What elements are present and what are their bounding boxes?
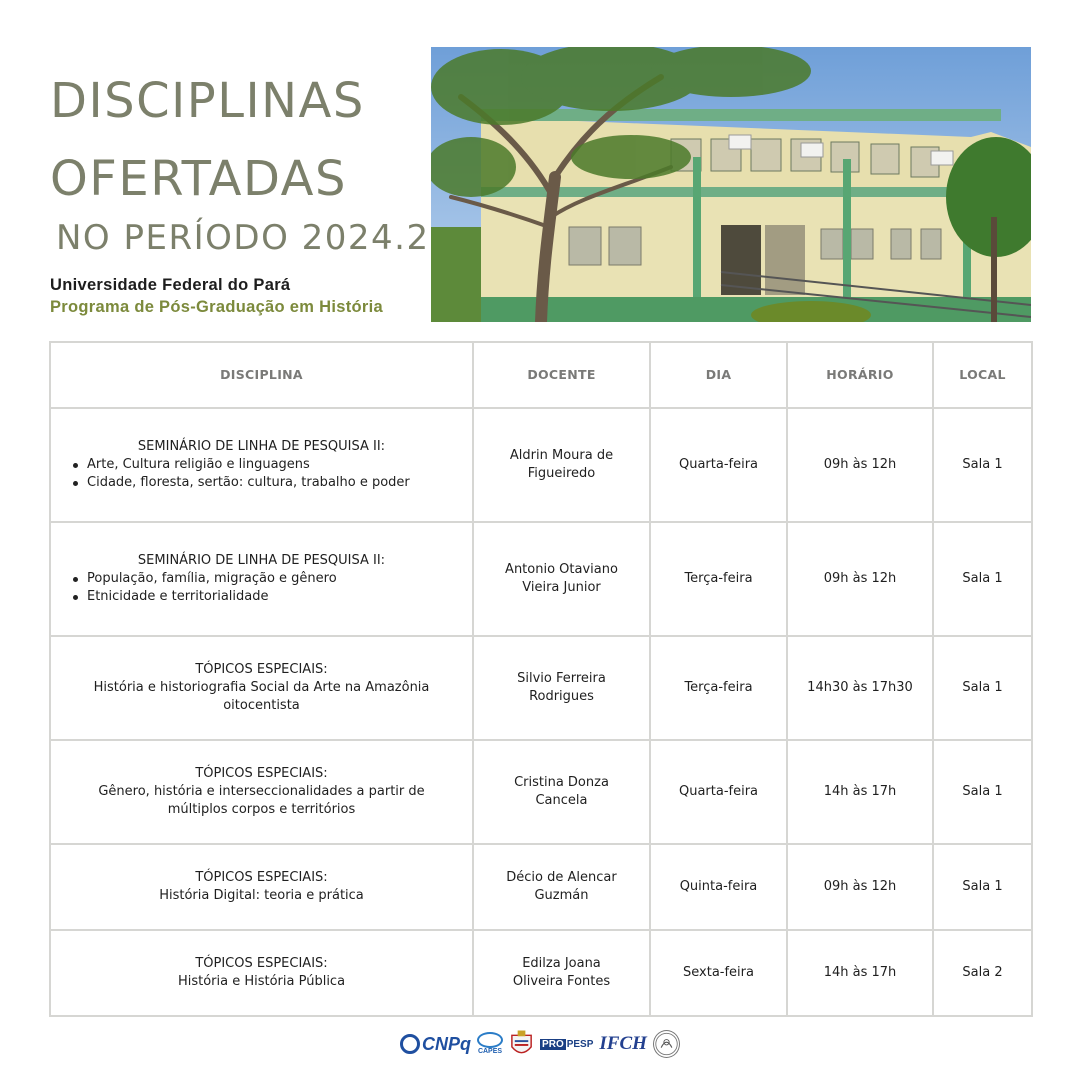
disciplina-line: História Digital: teoria e prática [159, 888, 364, 903]
dia-cell: Terça-feira [650, 636, 787, 740]
header-local: LOCAL [933, 342, 1032, 408]
schedule-table [49, 341, 1033, 1017]
disciplina-line: Gênero, história e interseccionalidades a partir de [98, 784, 425, 799]
header-disciplina: DISCIPLINA [50, 342, 473, 408]
local-cell: Sala 1 [933, 522, 1032, 636]
program-seal-icon [653, 1030, 680, 1058]
dia-cell: Quarta-feira [650, 740, 787, 844]
disciplina-cell [50, 930, 473, 1016]
disciplina-title: TÓPICOS ESPECIAIS: [195, 956, 328, 971]
disciplina-cell [50, 636, 473, 740]
building-photo [431, 47, 1031, 322]
disciplina-cell [50, 740, 473, 844]
university-name: Universidade Federal do Pará [50, 276, 291, 294]
capes-logo [477, 1032, 503, 1056]
horario-cell: 14h às 17h [787, 740, 933, 844]
list-item: Etnicidade e territorialidade [71, 588, 464, 606]
disciplina-line: História e historiografia Social da Arte na Amazônia [93, 680, 430, 695]
table-row [50, 844, 1032, 930]
disciplina-line: múltiplos corpos e territórios [167, 802, 356, 817]
pro-text: PRO [542, 1038, 564, 1050]
title-line-2: OFERTADAS [50, 151, 347, 207]
dia-cell: Sexta-feira [650, 930, 787, 1016]
disciplina-title: TÓPICOS ESPECIAIS: [195, 766, 328, 781]
disciplina-title: SEMINÁRIO DE LINHA DE PESQUISA II: [137, 439, 386, 454]
cnpq-text: CNPq [422, 1033, 471, 1054]
docente-line: Décio de Alencar [506, 870, 617, 885]
table-row [50, 930, 1032, 1016]
docente-line: Rodrigues [529, 689, 594, 704]
docente-cell [473, 408, 650, 522]
docente-cell [473, 740, 650, 844]
topic-list [59, 456, 464, 492]
docente-line: Vieira Junior [522, 580, 601, 595]
table-row [50, 408, 1032, 522]
list-item: Cidade, floresta, sertão: cultura, trabalho e poder [71, 474, 464, 492]
docente-cell [473, 930, 650, 1016]
docente-line: Cristina Donza [514, 775, 609, 790]
header-docente: DOCENTE [473, 342, 650, 408]
pesp-text: PESP [566, 1038, 594, 1050]
cnpq-logo [400, 1034, 471, 1055]
local-cell: Sala 1 [933, 844, 1032, 930]
sponsor-logos [400, 1024, 680, 1064]
table-row [50, 740, 1032, 844]
horario-cell: 14h às 17h [787, 930, 933, 1016]
disciplina-title: SEMINÁRIO DE LINHA DE PESQUISA II: [137, 553, 386, 568]
docente-cell [473, 844, 650, 930]
page-title [50, 62, 430, 262]
disciplina-cell [50, 408, 473, 522]
list-item: População, família, migração e gênero [71, 570, 464, 588]
dia-cell: Terça-feira [650, 522, 787, 636]
cnpq-mark-icon [400, 1034, 420, 1054]
disciplina-title: TÓPICOS ESPECIAIS: [195, 870, 328, 885]
topic-list [59, 570, 464, 606]
local-cell: Sala 1 [933, 408, 1032, 522]
docente-line: Cancela [535, 793, 588, 808]
dia-cell: Quarta-feira [650, 408, 787, 522]
ufpa-crest-icon [509, 1029, 534, 1059]
local-cell: Sala 1 [933, 740, 1032, 844]
capes-text: CAPES [477, 1048, 503, 1055]
list-item: Arte, Cultura religião e linguagens [71, 456, 464, 474]
disciplina-cell [50, 844, 473, 930]
local-cell: Sala 1 [933, 636, 1032, 740]
horario-cell: 09h às 12h [787, 844, 933, 930]
table-header-row [50, 342, 1032, 408]
ifch-logo: IFCH [599, 1033, 647, 1054]
dia-cell: Quinta-feira [650, 844, 787, 930]
local-cell: Sala 2 [933, 930, 1032, 1016]
title-line-1: DISCIPLINAS [50, 73, 365, 129]
capes-ring-icon [477, 1032, 503, 1048]
horario-cell: 09h às 12h [787, 408, 933, 522]
horario-cell: 09h às 12h [787, 522, 933, 636]
disciplina-line: História e História Pública [177, 974, 346, 989]
docente-line: Edilza Joana [522, 956, 601, 971]
docente-cell [473, 636, 650, 740]
docente-line: Guzmán [534, 888, 589, 903]
docente-cell [473, 522, 650, 636]
docente-line: Antonio Otaviano [505, 562, 618, 577]
table-row [50, 636, 1032, 740]
header-horario: HORÁRIO [787, 342, 933, 408]
docente-line: Silvio Ferreira [517, 671, 606, 686]
header-dia: DIA [650, 342, 787, 408]
disciplina-line: oitocentista [223, 698, 300, 713]
program-name: Programa de Pós-Graduação em História [50, 298, 383, 316]
disciplina-title: TÓPICOS ESPECIAIS: [195, 662, 328, 677]
table-row [50, 522, 1032, 636]
horario-cell: 14h30 às 17h30 [787, 636, 933, 740]
disciplina-cell [50, 522, 473, 636]
title-line-3: NO PERÍODO 2024.2 [56, 218, 430, 258]
propesp-logo [540, 1039, 593, 1050]
docente-line: Oliveira Fontes [512, 974, 611, 989]
docente-line: Aldrin Moura de [509, 448, 614, 463]
docente-line: Figueiredo [527, 466, 596, 481]
